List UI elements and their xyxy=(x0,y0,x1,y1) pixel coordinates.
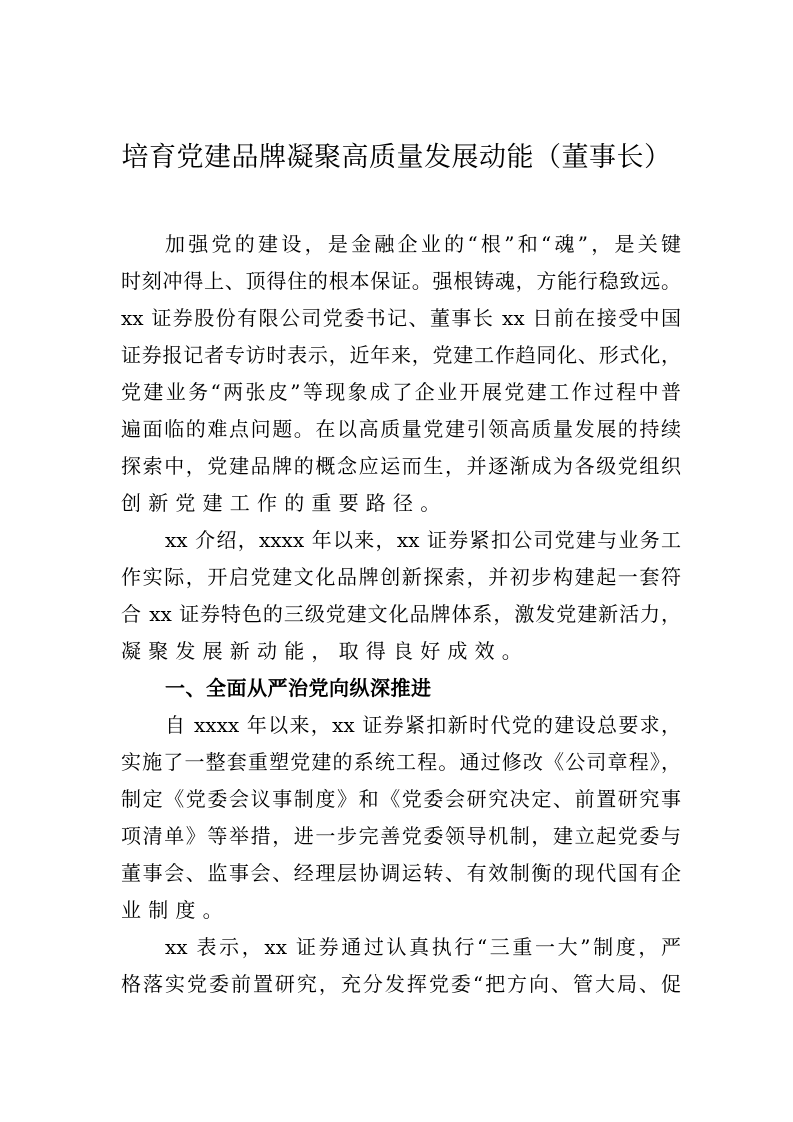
paragraph xyxy=(121,226,681,522)
paragraph-line: xx 表示，xx 证券通过认真执行“三重一大”制度，严 xyxy=(165,935,681,959)
paragraph-line: 证券报记者专访时表示，近年来，党建工作趋同化、形式化， xyxy=(121,343,681,367)
paragraph-line: 业制度。 xyxy=(121,898,230,922)
paragraph-line: 制定《党委会议事制度》和《党委会研究决定、前置研究事 xyxy=(121,787,681,811)
paragraph-line: 遍面临的难点问题。在以高质量党建引领高质量发展的持续 xyxy=(121,417,681,441)
section-heading: 一、全面从严治党向纵深推进 xyxy=(165,676,432,700)
document-body xyxy=(121,226,681,1003)
paragraph-line: 项清单》等举措，进一步完善党委领导机制，建立起党委与 xyxy=(121,824,681,848)
paragraph xyxy=(121,929,681,1003)
paragraph-line: 时刻冲得上、顶得住的根本保证。强根铸魂，方能行稳致远。 xyxy=(121,269,681,293)
paragraph-line: 实施了一整套重塑党建的系统工程。通过修改《公司章程》， xyxy=(121,750,681,774)
paragraph-line: 自 xxxx 年以来，xx 证券紧扣新时代党的建设总要求， xyxy=(165,713,681,737)
paragraph xyxy=(121,522,681,670)
paragraph-line: 合 xx 证券特色的三级党建文化品牌体系，激发党建新活力， xyxy=(121,602,681,626)
document-title: 培育党建品牌凝聚高质量发展动能（董事长） xyxy=(121,142,672,173)
paragraph-line: 创新党建工作的重要路径。 xyxy=(121,491,448,515)
paragraph-line: xx 介绍，xxxx 年以来，xx 证券紧扣公司党建与业务工 xyxy=(165,528,681,552)
paragraph-line: 凝聚发展新动能，取得良好成效。 xyxy=(121,639,529,663)
paragraph xyxy=(121,707,681,929)
paragraph-line: xx 证券股份有限公司党委书记、董事长 xx 日前在接受中国 xyxy=(121,306,681,330)
paragraph-line: 加强党的建设，是金融企业的“根”和“魂”，是关键 xyxy=(165,232,681,256)
paragraph-line: 党建业务“两张皮”等现象成了企业开展党建工作过程中普 xyxy=(121,380,681,404)
paragraph-line: 格落实党委前置研究，充分发挥党委“把方向、管大局、促 xyxy=(121,972,681,996)
paragraph-line: 探索中，党建品牌的概念应运而生，并逐渐成为各级党组织 xyxy=(121,454,681,478)
paragraph-line: 董事会、监事会、经理层协调运转、有效制衡的现代国有企 xyxy=(121,861,681,885)
paragraph-line: 作实际，开启党建文化品牌创新探索，并初步构建起一套符 xyxy=(121,565,681,589)
